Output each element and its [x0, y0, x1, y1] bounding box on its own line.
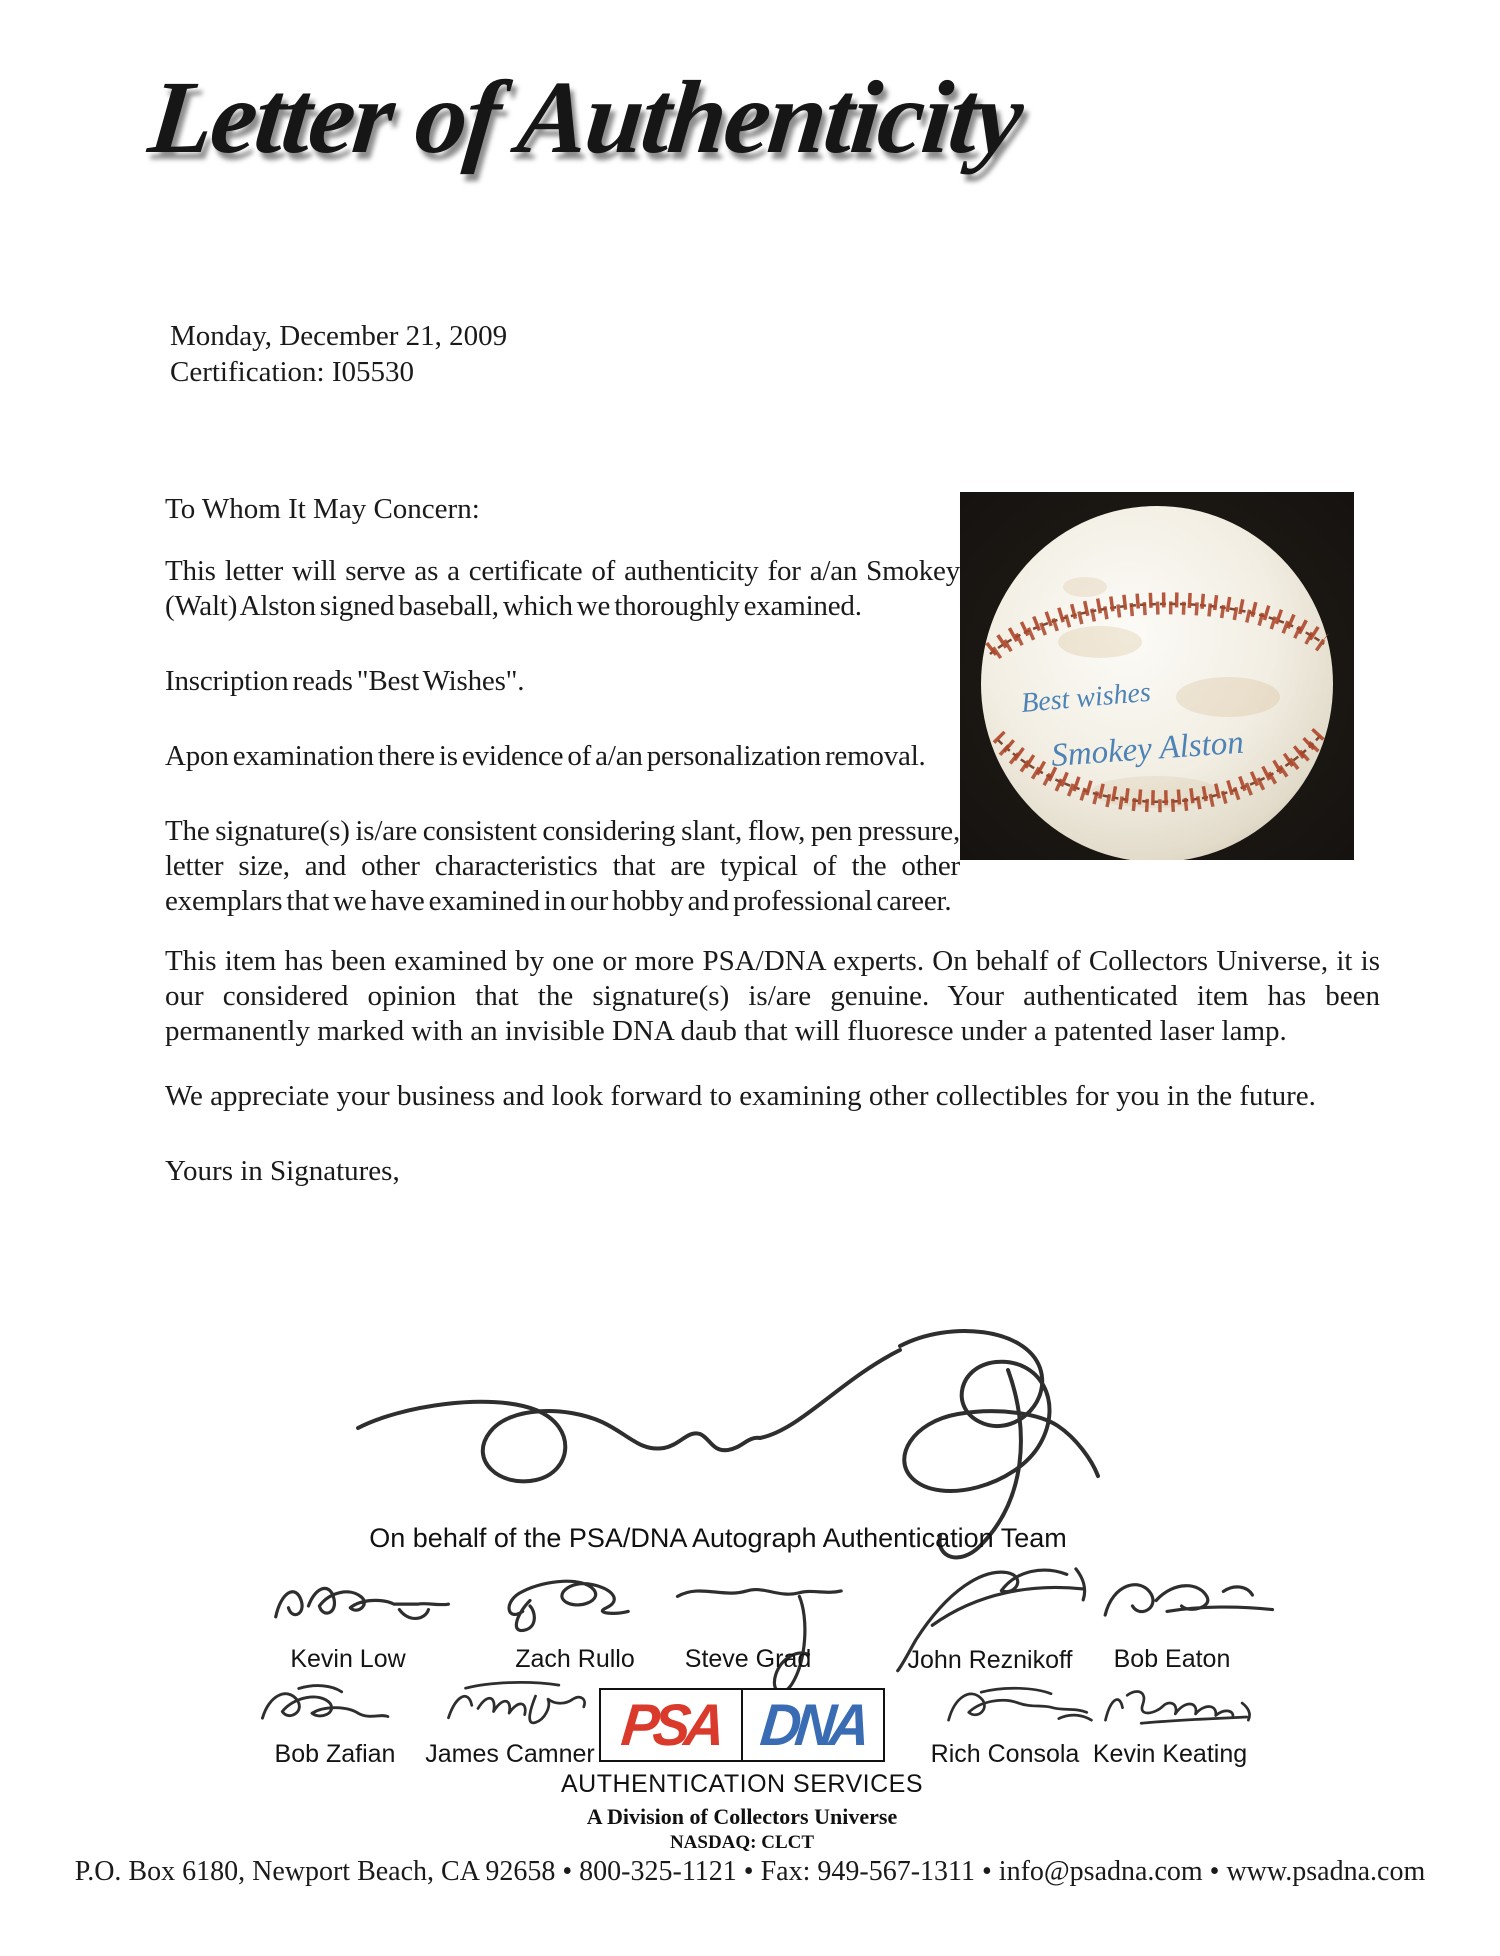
signer-rich-consola: [925, 1672, 1085, 1769]
stain: [1063, 577, 1107, 597]
signer-bob-eaton: [1087, 1558, 1257, 1674]
collectors-universe-label: A Division of Collectors Universe: [586, 1804, 898, 1829]
dna-logo-text: DNA: [757, 1691, 869, 1758]
kevin-low-signature: [263, 1558, 463, 1643]
stain: [1058, 626, 1142, 658]
signer-name: Zach Rullo: [515, 1645, 635, 1673]
footer-contact-line: P.O. Box 6180, Newport Beach, CA 92658 • 800-325-1121 • Fax: 949-567-1311 • info@psadna.com • www.psadna.com: [74, 1856, 1426, 1887]
signer-name: Bob Zafian: [274, 1740, 396, 1768]
bob-zafian-signature: [245, 1672, 435, 1738]
letter-body: [165, 492, 1380, 1189]
signer-kevin-keating: [1080, 1672, 1260, 1769]
ball-inscription-line2: Smokey Alston: [1050, 724, 1245, 774]
steve-grad-signature: [663, 1558, 863, 1643]
signer-bob-zafian: [245, 1672, 425, 1769]
signer-name: John Reznikoff: [907, 1646, 1073, 1674]
signer-steve-grad: [663, 1558, 833, 1674]
paragraph-experts: This item has been examined by one or more PSA/DNA experts. On behalf of Collectors Universe, it is our considered opinion that the signature(s) is/are genuine. Your authenticated item has been permanently marked with an invisible DNA daub that will fluoresce under a patented laser lamp.: [165, 945, 1380, 1047]
signer-kevin-low: [263, 1558, 433, 1674]
signer-name: Steve Grad: [684, 1645, 812, 1673]
team-caption: On behalf of the PSA/DNA Autograph Authentication Team: [369, 1523, 1067, 1553]
stain: [1176, 677, 1280, 717]
signer-name: Rich Consola: [930, 1740, 1080, 1768]
signer-name: James Camner: [425, 1740, 595, 1768]
letter-date: Monday, December 21, 2009: [170, 320, 508, 352]
signer-name: Bob Eaton: [1113, 1645, 1231, 1673]
page-title: Letter of Authenticity: [143, 60, 1027, 175]
baseball-photo: [960, 492, 1354, 860]
signer-john-reznikoff: [905, 1552, 1075, 1675]
paragraph-signature-analysis: The signature(s) is/are consistent considering slant, flow, pen pressure, letter size, and other characteristics that are typical of the other exemplars that we have examined in our hobby and professional career.: [165, 815, 960, 917]
psa-logo-text: PSA: [619, 1691, 724, 1758]
date-block: [170, 318, 507, 390]
authentication-services-label: AUTHENTICATION SERVICES: [560, 1770, 923, 1798]
salutation: To Whom It May Concern:: [165, 493, 480, 525]
psa-dna-logo: [599, 1688, 885, 1762]
paragraph-certificate: This letter will serve as a certificate of authenticity for a/an Smokey (Walt) Alston signed baseball, which we thoroughly examined.: [165, 555, 960, 622]
kevin-keating-signature: [1080, 1672, 1280, 1738]
signer-name: Kevin Low: [290, 1645, 406, 1673]
paragraph-thanks: We appreciate your business and look forward to examining other collectibles for you in the future.: [165, 1080, 1316, 1112]
baseball-photo-container: [960, 492, 1380, 904]
closing-line: Yours in Signatures,: [165, 1155, 400, 1187]
bob-eaton-signature: [1087, 1558, 1287, 1643]
certification-number: Certification: I05530: [170, 356, 415, 388]
signer-name: Kevin Keating: [1092, 1740, 1248, 1768]
signer-zach-rullo: [490, 1558, 660, 1674]
ball-inscription-line1: Best wishes: [1019, 676, 1153, 719]
dna-logo-cell: [743, 1690, 883, 1760]
paragraph-inscription: Inscription reads "Best Wishes".: [165, 665, 525, 697]
zach-rullo-signature: [490, 1558, 690, 1643]
psa-dna-logo-block: [555, 1688, 929, 1854]
nasdaq-label: NASDAQ: CLCT: [669, 1832, 815, 1853]
paragraph-examination: Apon examination there is evidence of a/an personalization removal.: [165, 740, 926, 772]
psa-logo-cell: [601, 1690, 743, 1760]
john-reznikoff-signature: [905, 1552, 1105, 1644]
